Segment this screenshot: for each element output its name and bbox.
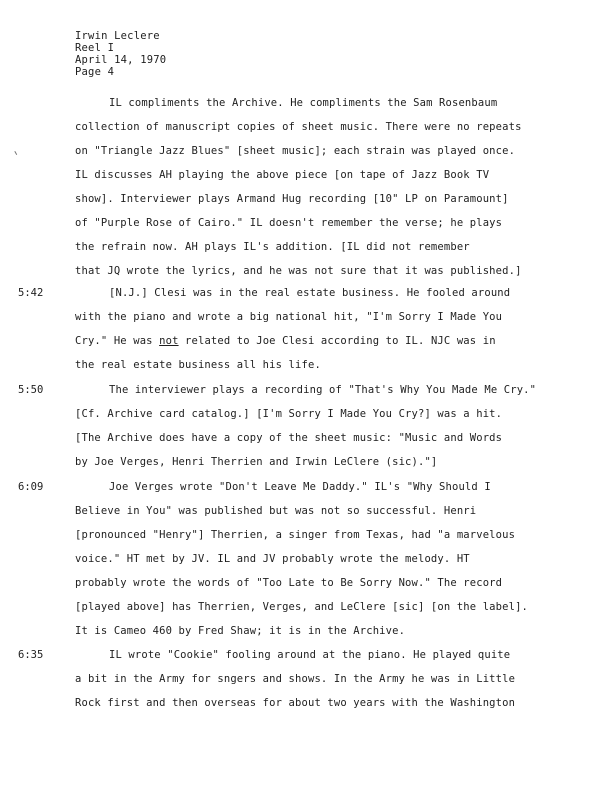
text-line: IL wrote "Cookie" fooling around at the piano. He played quite <box>109 649 511 661</box>
text-line: the refrain now. AH plays IL's addition. [IL did not remember <box>75 241 470 253</box>
emphasis-underline: not <box>159 335 179 347</box>
text-line: [The Archive does have a copy of the sheet music: "Music and Words <box>75 432 503 444</box>
text-line: [played above] has Therrien, Verges, and LeClere [sic] [on the label]. <box>75 601 529 613</box>
text-line: Rock first and then overseas for about two years with the Washington <box>75 697 516 709</box>
text-line: with the piano and wrote a big national hit, "I'm Sorry I Made You <box>75 311 503 323</box>
timestamp: 5:50 <box>18 384 44 396</box>
text-line: Cry." He was not related to Joe Clesi according to IL. NJC was in <box>75 335 496 347</box>
timestamp: 6:35 <box>18 649 44 661</box>
interviewee-name: Irwin Leclere <box>75 30 160 42</box>
text-line: of "Purple Rose of Cairo." IL doesn't remember the verse; he plays <box>75 217 503 229</box>
reel-number: Reel I <box>75 42 115 54</box>
text-line: It is Cameo 460 by Fred Shaw; it is in the Archive. <box>75 625 406 637</box>
text-line: [pronounced "Henry"] Therrien, a singer from Texas, had "a marvelous <box>75 529 516 541</box>
text-line: the real estate business all his life. <box>75 359 321 371</box>
text-line: voice." HT met by JV. IL and JV probably wrote the melody. HT <box>75 553 470 565</box>
text-line: that JQ wrote the lyrics, and he was not sure that it was published.] <box>75 265 522 277</box>
page-number: Page 4 <box>75 66 115 78</box>
text-line: Believe in You" was published but was not so successful. Henri <box>75 505 477 517</box>
text-line: a bit in the Army for sngers and shows. In the Army he was in Little <box>75 673 516 685</box>
text-line: IL discusses AH playing the above piece [on tape of Jazz Book TV <box>75 169 490 181</box>
text-line: Joe Verges wrote "Don't Leave Me Daddy." IL's "Why Should I <box>109 481 491 493</box>
text-line: IL compliments the Archive. He compliments the Sam Rosenbaum <box>109 97 498 109</box>
text-line: by Joe Verges, Henri Therrien and Irwin LeClere (sic)."] <box>75 456 438 468</box>
text-line: [Cf. Archive card catalog.] [I'm Sorry I Made You Cry?] was a hit. <box>75 408 503 420</box>
text-line: collection of manuscript copies of sheet music. There were no repeats <box>75 121 522 133</box>
text-line: show]. Interviewer plays Armand Hug recording [10" LP on Paramount] <box>75 193 509 205</box>
interview-date: April 14, 1970 <box>75 54 167 66</box>
text-line: probably wrote the words of "Too Late to Be Sorry Now." The record <box>75 577 503 589</box>
timestamp: 6:09 <box>18 481 44 493</box>
text-line: [N.J.] Clesi was in the real estate business. He fooled around <box>109 287 511 299</box>
timestamp: 5:42 <box>18 287 44 299</box>
text-line: on "Triangle Jazz Blues" [sheet music]; each strain was played once. <box>75 145 516 157</box>
text-line: The interviewer plays a recording of "That's Why You Made Me Cry." <box>109 384 537 396</box>
margin-mark <box>14 149 20 155</box>
page-header <box>75 30 166 78</box>
